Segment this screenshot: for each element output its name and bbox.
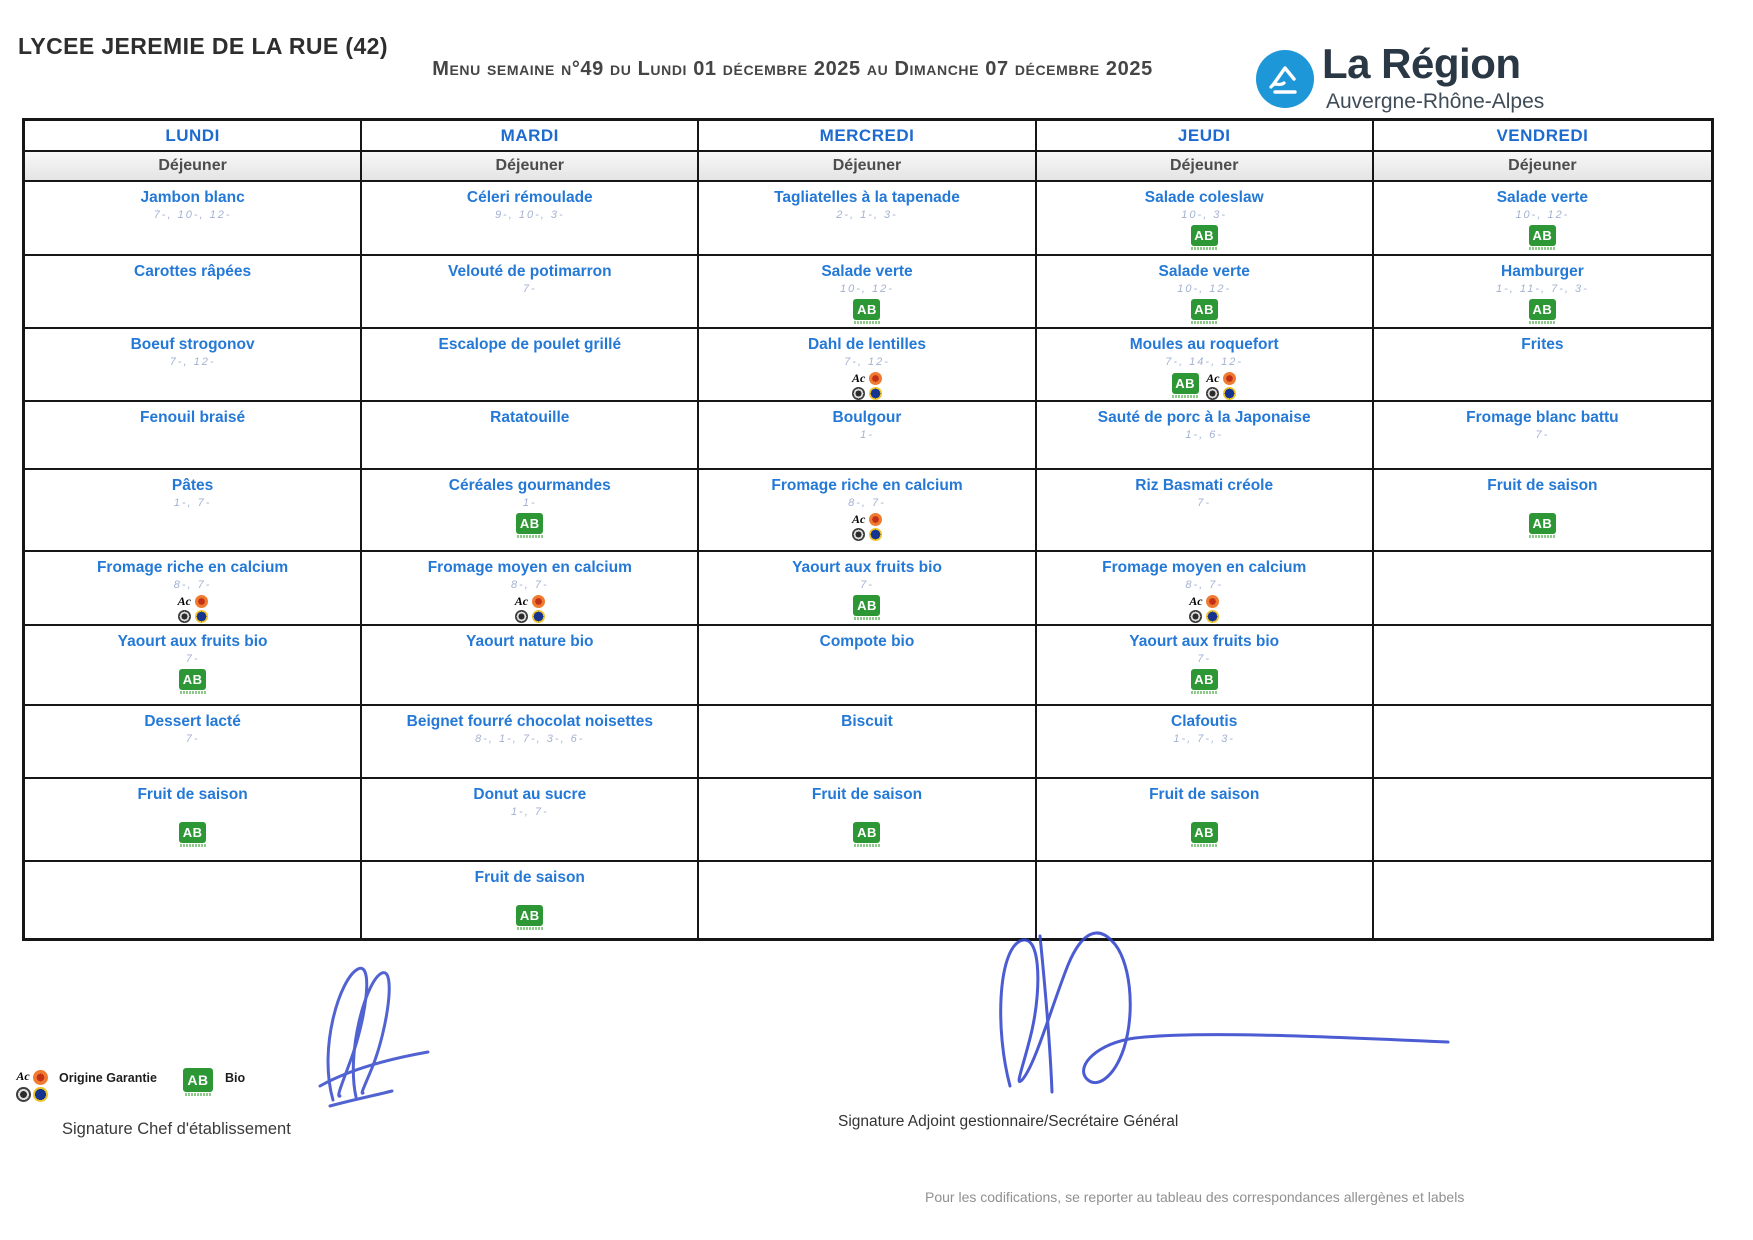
menu-item-name: Fruit de saison bbox=[811, 786, 923, 803]
ab-bio-icon bbox=[183, 1068, 213, 1096]
meal-label: Déjeuner bbox=[1037, 152, 1372, 182]
igp-icon bbox=[1189, 610, 1202, 623]
badge-row bbox=[853, 822, 880, 847]
menu-cell bbox=[699, 862, 1034, 938]
ab-logo-microtext bbox=[180, 691, 206, 694]
menu-cell bbox=[362, 329, 697, 402]
badge-row bbox=[516, 513, 543, 538]
menu-item-name: Yaourt aux fruits bio bbox=[792, 559, 942, 576]
origine-garantie-icons bbox=[851, 513, 882, 541]
badge-row bbox=[1191, 822, 1218, 847]
ab-logo-microtext bbox=[1191, 844, 1217, 847]
menu-cell bbox=[699, 552, 1034, 626]
menu-item-name: Ratatouille bbox=[490, 409, 570, 426]
menu-item-name: Riz Basmati créole bbox=[1135, 477, 1274, 494]
menu-cell bbox=[699, 329, 1034, 402]
igp-icon bbox=[1206, 387, 1219, 400]
menu-item-name: Salade coleslaw bbox=[1144, 189, 1264, 206]
badge-row bbox=[851, 513, 882, 541]
menu-cell bbox=[25, 182, 360, 256]
aoc-icon: Ac bbox=[177, 593, 191, 608]
ab-logo-microtext bbox=[1529, 247, 1555, 250]
menu-cell bbox=[1374, 706, 1711, 779]
day-header-jeudi: JEUDI bbox=[1037, 121, 1372, 152]
menu-item-name: Compote bio bbox=[819, 633, 915, 650]
menu-item-allergens: 10-, 3- bbox=[1181, 208, 1228, 221]
menu-item-allergens: 10-, 12- bbox=[1177, 282, 1232, 295]
menu-item-name: Yaourt aux fruits bio bbox=[117, 633, 268, 650]
ab-bio-icon bbox=[1191, 822, 1218, 847]
menu-cell bbox=[1374, 862, 1711, 938]
chef-signature-label: Signature Chef d'établissement bbox=[62, 1120, 291, 1138]
day-column-jeudi bbox=[1037, 121, 1374, 938]
menu-item-allergens: 7- bbox=[1535, 428, 1550, 441]
menu-item-allergens: 8-, 7- bbox=[510, 578, 549, 591]
menu-item-name: Clafoutis bbox=[1171, 713, 1238, 730]
menu-item-name: Salade verte bbox=[1158, 263, 1250, 280]
origine-garantie-icons bbox=[1206, 372, 1237, 400]
menu-cell bbox=[362, 779, 697, 862]
meal-label: Déjeuner bbox=[1374, 152, 1711, 182]
label-rouge-icon bbox=[869, 513, 882, 526]
ab-bio-icon bbox=[179, 822, 206, 847]
menu-item-allergens: 10-, 12- bbox=[840, 282, 894, 295]
label-rouge-icon bbox=[1223, 372, 1236, 385]
legend-bio-label: Bio bbox=[224, 1071, 246, 1085]
logo-title: La Région bbox=[1322, 40, 1521, 87]
aop-icon bbox=[532, 610, 545, 623]
ab-logo-text: AB bbox=[853, 822, 880, 843]
badge-row bbox=[179, 669, 206, 694]
meal-label: Déjeuner bbox=[699, 152, 1034, 182]
ab-bio-icon bbox=[1529, 513, 1556, 538]
menu-cell bbox=[362, 470, 697, 552]
menu-item-name: Fromage moyen en calcium bbox=[427, 559, 632, 576]
ab-logo-text: AB bbox=[179, 669, 206, 690]
menu-item-name: Yaourt aux fruits bio bbox=[1129, 633, 1280, 650]
menu-cell bbox=[1374, 626, 1711, 706]
aoc-icon: Ac bbox=[851, 370, 866, 385]
menu-item-name: Fruit de saison bbox=[1487, 477, 1598, 494]
ab-bio-icon bbox=[516, 905, 543, 930]
menu-item-name: Fromage blanc battu bbox=[1466, 409, 1619, 426]
menu-item-name: Fruit de saison bbox=[137, 786, 248, 803]
badge-row bbox=[1529, 513, 1556, 538]
badge-row bbox=[851, 372, 882, 400]
menu-item-name: Salade verte bbox=[1496, 189, 1589, 206]
legend-origine-label: Origine Garantie bbox=[59, 1071, 157, 1085]
aoc-icon: Ac bbox=[16, 1069, 30, 1083]
origine-garantie-icons bbox=[16, 1070, 47, 1102]
menu-item-name: Sauté de porc à la Japonaise bbox=[1097, 409, 1311, 426]
menu-cell bbox=[1037, 402, 1372, 470]
menu-cell bbox=[1037, 626, 1372, 706]
badge-row bbox=[1529, 225, 1556, 250]
adjoint-signature bbox=[1001, 933, 1448, 1092]
menu-item-allergens: 7- bbox=[1197, 652, 1212, 665]
badge-row bbox=[179, 822, 206, 847]
ab-logo-microtext bbox=[1191, 691, 1217, 694]
ab-logo-microtext bbox=[1172, 395, 1198, 398]
aop-icon bbox=[33, 1087, 48, 1102]
menu-item-allergens: 8-, 7- bbox=[1185, 578, 1224, 591]
menu-item-name: Escalope de poulet grillé bbox=[438, 336, 622, 353]
menu-item-name: Dessert lacté bbox=[144, 713, 241, 730]
menu-cell bbox=[25, 402, 360, 470]
menu-cell bbox=[1037, 256, 1372, 329]
menu-cell bbox=[1037, 182, 1372, 256]
menu-item-allergens: 7- bbox=[185, 652, 200, 665]
page-title: LYCEE JEREMIE DE LA RUE (42) bbox=[18, 33, 388, 59]
badge-row bbox=[1191, 299, 1218, 324]
ab-logo-microtext bbox=[185, 1093, 211, 1096]
menu-cell bbox=[699, 470, 1034, 552]
badge-row bbox=[853, 299, 880, 324]
menu-item-name: Yaourt nature bio bbox=[466, 633, 594, 650]
menu-item-name: Beignet fourré chocolat noisettes bbox=[406, 713, 653, 730]
day-column-lundi bbox=[25, 121, 362, 938]
menu-item-name: Frites bbox=[1521, 336, 1564, 353]
ab-logo-text: AB bbox=[179, 822, 206, 843]
ab-logo-text: AB bbox=[516, 905, 543, 926]
aop-icon bbox=[1206, 610, 1219, 623]
aop-icon bbox=[869, 528, 882, 541]
origine-garantie-icons bbox=[514, 595, 545, 623]
menu-cell bbox=[25, 552, 360, 626]
menu-item-name: Fruit de saison bbox=[1149, 786, 1260, 803]
aop-icon bbox=[195, 610, 208, 623]
igp-icon bbox=[16, 1087, 31, 1102]
menu-cell bbox=[362, 552, 697, 626]
ab-logo-microtext bbox=[854, 844, 880, 847]
menu-cell bbox=[362, 256, 697, 329]
menu-item-name: Biscuit bbox=[841, 713, 893, 730]
menu-cell bbox=[1374, 402, 1711, 470]
badge-row bbox=[1529, 299, 1556, 324]
menu-item-allergens: 1-, 6- bbox=[1185, 428, 1224, 441]
menu-item-allergens: 7- bbox=[1197, 496, 1212, 509]
menu-item-name: Boulgour bbox=[832, 409, 902, 426]
menu-item-allergens: 7- bbox=[860, 578, 874, 591]
badge-row bbox=[1191, 225, 1218, 250]
ab-logo-text: AB bbox=[1191, 299, 1218, 320]
aoc-icon: Ac bbox=[1206, 370, 1220, 385]
ab-logo-microtext bbox=[854, 321, 880, 324]
ab-logo-text: AB bbox=[516, 513, 543, 534]
legend bbox=[16, 1068, 245, 1102]
ab-bio-icon bbox=[853, 822, 880, 847]
menu-item-name: Céleri rémoulade bbox=[466, 189, 593, 206]
ab-logo-microtext bbox=[1529, 321, 1555, 324]
menu-item-allergens: 8-, 1-, 7-, 3-, 6- bbox=[475, 732, 585, 745]
ab-bio-icon bbox=[1529, 299, 1556, 324]
aop-icon bbox=[869, 387, 882, 400]
day-column-mercredi bbox=[699, 121, 1036, 938]
ab-bio-icon bbox=[179, 669, 206, 694]
label-rouge-icon bbox=[869, 372, 882, 385]
menu-cell bbox=[25, 626, 360, 706]
menu-cell bbox=[1374, 552, 1711, 626]
menu-item-name: Tagliatelles à la tapenade bbox=[774, 189, 960, 206]
chef-signature bbox=[320, 968, 428, 1106]
menu-cell bbox=[699, 402, 1034, 470]
menu-item-allergens: 8-, 7- bbox=[173, 578, 212, 591]
origine-garantie-icons bbox=[177, 595, 208, 623]
menu-item-name: Boeuf strogonov bbox=[130, 336, 255, 353]
menu-cell bbox=[1374, 779, 1711, 862]
menu-item-name: Fromage riche en calcium bbox=[96, 559, 289, 576]
menu-item-allergens: 1-, 11-, 7-, 3- bbox=[1496, 282, 1589, 295]
day-column-mardi bbox=[362, 121, 699, 938]
ab-bio-icon bbox=[1191, 225, 1218, 250]
menu-item-allergens: 1- bbox=[860, 428, 874, 441]
ab-logo-microtext bbox=[854, 617, 880, 620]
badge-row bbox=[1189, 595, 1220, 623]
menu-item-name: Céréales gourmandes bbox=[448, 477, 611, 494]
menu-item-allergens: 2-, 1-, 3- bbox=[836, 208, 898, 221]
mountain-icon bbox=[1256, 50, 1314, 108]
menu-cell bbox=[25, 862, 360, 938]
menu-cell bbox=[1374, 470, 1711, 552]
menu-item-allergens: 7- bbox=[522, 282, 537, 295]
label-rouge-icon bbox=[1206, 595, 1219, 608]
menu-item-name: Salade verte bbox=[821, 263, 913, 280]
badge-row bbox=[1191, 669, 1218, 694]
aoc-icon: Ac bbox=[514, 593, 529, 608]
igp-icon bbox=[515, 610, 528, 623]
menu-item-name: Fromage riche en calcium bbox=[771, 477, 963, 494]
badge-row bbox=[514, 595, 545, 623]
menu-cell bbox=[1037, 779, 1372, 862]
menu-item-allergens: 9-, 10-, 3- bbox=[494, 208, 565, 221]
ab-logo-microtext bbox=[1191, 321, 1217, 324]
ab-logo-text: AB bbox=[1191, 822, 1218, 843]
igp-icon bbox=[852, 387, 865, 400]
ab-logo-microtext bbox=[517, 927, 543, 930]
menu-item-name: Velouté de potimarron bbox=[447, 263, 612, 280]
meal-label: Déjeuner bbox=[25, 152, 360, 182]
day-header-lundi: LUNDI bbox=[25, 121, 360, 152]
menu-item-allergens: 7-, 10-, 12- bbox=[153, 208, 232, 221]
day-column-vendredi bbox=[1374, 121, 1711, 938]
ab-bio-icon bbox=[1191, 299, 1218, 324]
menu-cell bbox=[362, 182, 697, 256]
menu-item-name: Hamburger bbox=[1501, 263, 1584, 280]
menu-cell bbox=[1374, 182, 1711, 256]
logo-subtitle: Auvergne-Rhône-Alpes bbox=[1326, 90, 1545, 113]
ab-logo-text: AB bbox=[1529, 513, 1556, 534]
ab-logo-text: AB bbox=[853, 299, 880, 320]
ab-bio-icon bbox=[1172, 373, 1199, 398]
menu-item-allergens: 1-, 7- bbox=[510, 805, 549, 818]
menu-item-name: Carottes râpées bbox=[134, 263, 252, 280]
menu-item-name: Dahl de lentilles bbox=[807, 336, 926, 353]
ab-bio-icon bbox=[516, 513, 543, 538]
menu-item-name: Pâtes bbox=[171, 477, 214, 494]
day-header-mercredi: MERCREDI bbox=[699, 121, 1034, 152]
menu-item-allergens: 1- bbox=[522, 496, 537, 509]
label-rouge-icon bbox=[33, 1070, 48, 1085]
menu-cell bbox=[1374, 329, 1711, 402]
ab-logo-text: AB bbox=[853, 595, 880, 616]
ab-logo-microtext bbox=[1191, 247, 1217, 250]
ab-logo-text: AB bbox=[1191, 225, 1218, 246]
menu-item-name: Fromage moyen en calcium bbox=[1102, 559, 1307, 576]
ab-logo-microtext bbox=[1529, 535, 1555, 538]
menu-cell bbox=[362, 402, 697, 470]
igp-icon bbox=[178, 610, 191, 623]
menu-cell bbox=[1037, 552, 1372, 626]
ab-logo-microtext bbox=[517, 535, 543, 538]
menu-item-name: Moules au roquefort bbox=[1129, 336, 1279, 353]
menu-cell bbox=[25, 256, 360, 329]
menu-item-allergens: 1-, 7- bbox=[173, 496, 212, 509]
ab-bio-icon bbox=[1529, 225, 1556, 250]
ab-bio-icon bbox=[853, 595, 880, 620]
aoc-icon: Ac bbox=[1189, 593, 1203, 608]
region-logo bbox=[1254, 40, 1546, 122]
adjoint-signature-label: Signature Adjoint gestionnaire/Secrétaire Général bbox=[838, 1113, 1179, 1130]
menu-item-name: Fruit de saison bbox=[474, 869, 585, 886]
menu-item-name: Jambon blanc bbox=[140, 189, 245, 206]
origine-garantie-icons bbox=[1189, 595, 1220, 623]
badge-row bbox=[1172, 372, 1237, 400]
menu-item-allergens: 7-, 12- bbox=[844, 355, 890, 368]
menu-cell bbox=[699, 256, 1034, 329]
menu-cell bbox=[1037, 706, 1372, 779]
menu-cell bbox=[1037, 329, 1372, 402]
menu-item-allergens: 10-, 12- bbox=[1515, 208, 1570, 221]
aoc-icon: Ac bbox=[851, 511, 866, 526]
ab-logo-text: AB bbox=[183, 1068, 213, 1092]
menu-cell bbox=[699, 779, 1034, 862]
menu-cell bbox=[362, 706, 697, 779]
badge-row bbox=[177, 595, 208, 623]
menu-cell bbox=[25, 329, 360, 402]
menu-cell bbox=[362, 862, 697, 938]
menu-item-name: Donut au sucre bbox=[473, 786, 587, 803]
ab-logo-text: AB bbox=[1529, 225, 1556, 246]
ab-bio-icon bbox=[853, 299, 880, 324]
footer-note: Pour les codifications, se reporter au tableau des correspondances allergènes et labels bbox=[925, 1189, 1465, 1205]
day-header-vendredi: VENDREDI bbox=[1374, 121, 1711, 152]
menu-cell bbox=[25, 470, 360, 552]
menu-cell bbox=[362, 626, 697, 706]
meal-label: Déjeuner bbox=[362, 152, 697, 182]
menu-cell bbox=[25, 779, 360, 862]
menu-cell bbox=[699, 626, 1034, 706]
menu-cell bbox=[25, 706, 360, 779]
ab-bio-icon bbox=[1191, 669, 1218, 694]
menu-item-allergens: 8-, 7- bbox=[848, 496, 886, 509]
label-rouge-icon bbox=[195, 595, 208, 608]
origine-garantie-icons bbox=[851, 372, 882, 400]
menu-cell bbox=[699, 706, 1034, 779]
menu-cell bbox=[1037, 470, 1372, 552]
ab-logo-microtext bbox=[180, 844, 206, 847]
aop-icon bbox=[1223, 387, 1236, 400]
menu-cell bbox=[1374, 256, 1711, 329]
ab-logo-text: AB bbox=[1172, 373, 1199, 394]
menu-cell bbox=[1037, 862, 1372, 938]
label-rouge-icon bbox=[532, 595, 545, 608]
menu-item-allergens: 7- bbox=[185, 732, 200, 745]
badge-row bbox=[853, 595, 880, 620]
menu-cell bbox=[699, 182, 1034, 256]
ab-logo-text: AB bbox=[1191, 669, 1218, 690]
day-header-mardi: MARDI bbox=[362, 121, 697, 152]
menu-item-allergens: 7-, 14-, 12- bbox=[1165, 355, 1244, 368]
ab-logo-text: AB bbox=[1529, 299, 1556, 320]
menu-item-name: Fenouil braisé bbox=[140, 409, 246, 426]
igp-icon bbox=[852, 528, 865, 541]
badge-row bbox=[516, 905, 543, 930]
menu-item-allergens: 7-, 12- bbox=[169, 355, 216, 368]
menu-item-allergens: 1-, 7-, 3- bbox=[1173, 732, 1235, 745]
menu-week-title: Menu semaine n°49 du Lundi 01 décembre 2025 au Dimanche 07 décembre 2025 bbox=[432, 58, 1153, 80]
weekly-menu-table bbox=[22, 118, 1714, 941]
